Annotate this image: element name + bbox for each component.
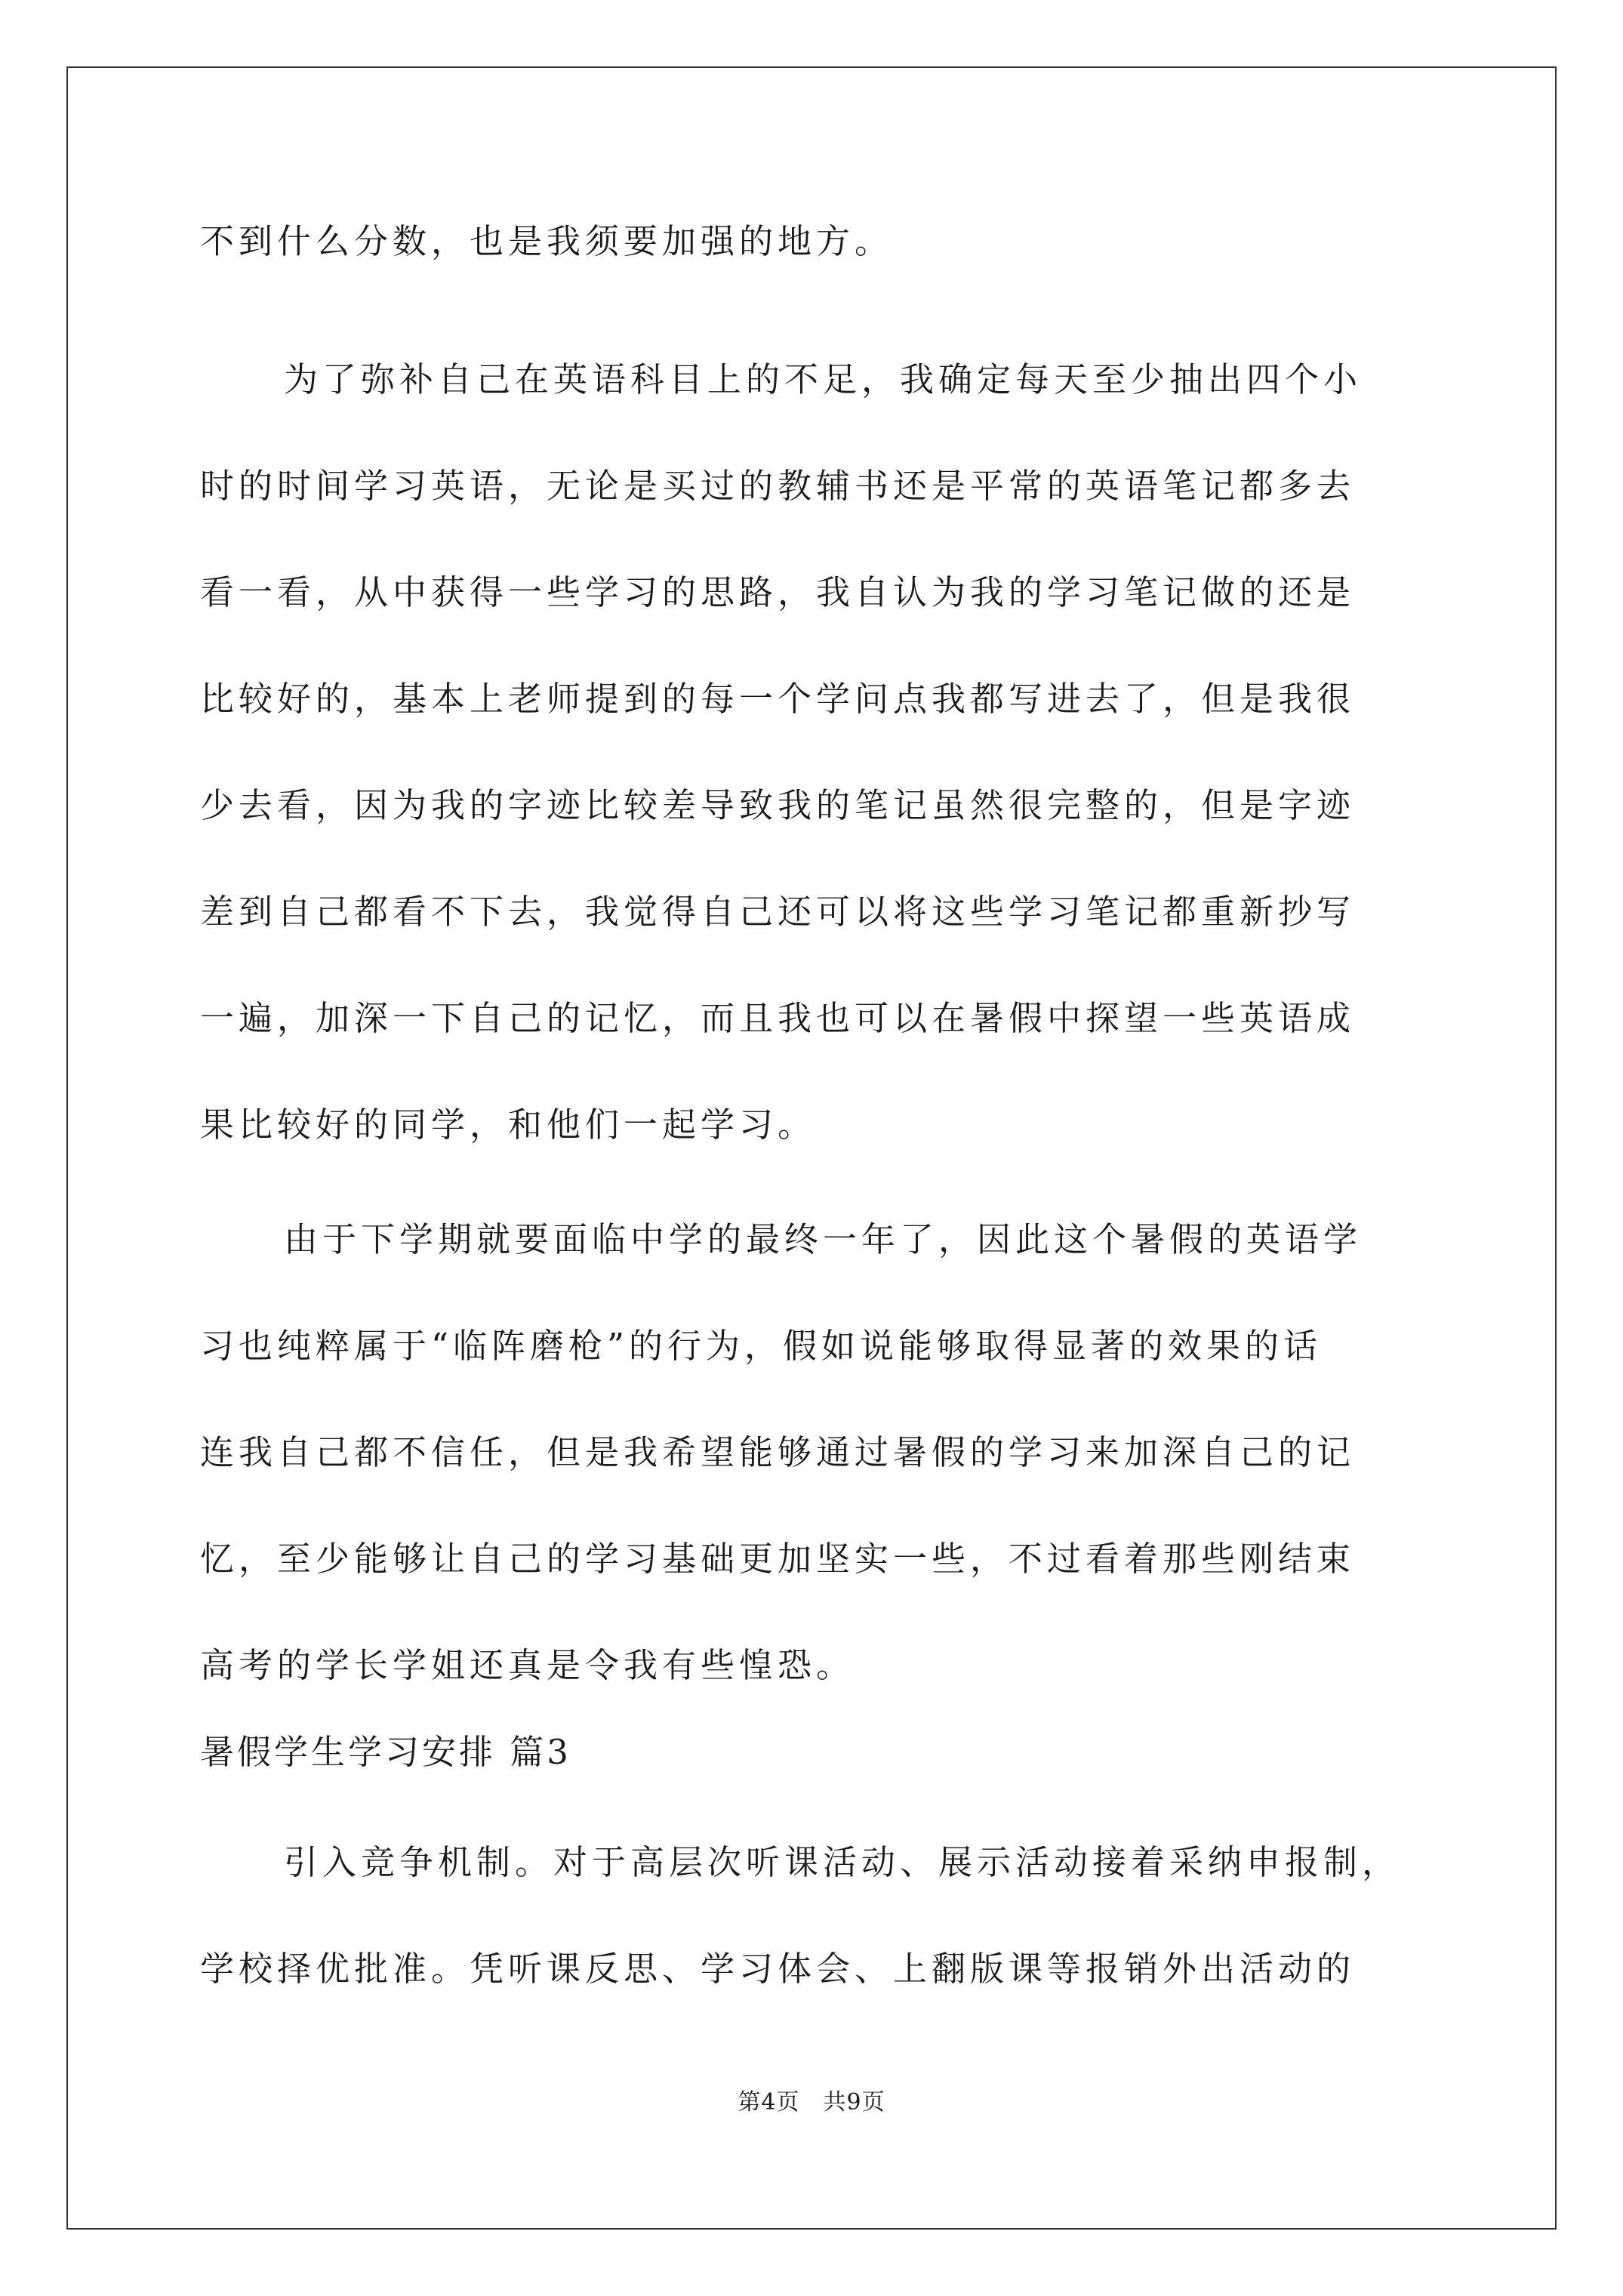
text-line: 高考的学长学姐还真是令我有些惶恐。: [200, 1645, 855, 1685]
text-line: 时的时间学习英语，无论是买过的教辅书还是平常的英语笔记都多去: [200, 466, 1356, 506]
text-line: 比较好的，基本上老师提到的每一个学问点我都写进去了，但是我很: [200, 679, 1356, 719]
text-line: 忆，至少能够让自己的学习基础更加坚实一些，不过看着那些刚结束: [200, 1539, 1356, 1579]
text-line: 一遍，加深一下自己的记忆，而且我也可以在暑假中探望一些英语成: [200, 998, 1356, 1038]
text-line: 引入竞争机制。对于高层次听课活动、展示活动接着采纳申报制，: [284, 1842, 1401, 1882]
text-line: 果比较好的同学，和他们一起学习。: [200, 1105, 817, 1145]
text-line: 连我自己都不信任，但是我希望能够通过暑假的学习来加深自己的记: [200, 1432, 1356, 1472]
text-line: 看一看，从中获得一些学习的思路，我自认为我的学习笔记做的还是: [200, 572, 1356, 612]
page-number-footer: 第4页 共9页: [738, 2089, 885, 2116]
text-line: 少去看，因为我的字迹比较差导致我的笔记虽然很完整的，但是字迹: [200, 785, 1356, 825]
text-line: 为了弥补自己在英语科目上的不足，我确定每天至少抽出四个小: [284, 359, 1363, 399]
text-line: 不到什么分数，也是我须要加强的地方。: [200, 221, 894, 261]
text-line: 习也纯粹属于“临阵磨枪”的行为，假如说能够取得显著的效果的话: [200, 1326, 1323, 1366]
text-line: 差到自己都看不下去，我觉得自己还可以将这些学习笔记都重新抄写: [200, 892, 1356, 932]
section-heading: 暑假学生学习安排 篇3: [200, 1732, 571, 1772]
text-line: 由于下学期就要面临中学的最终一年了，因此这个暑假的英语学: [284, 1219, 1363, 1259]
text-line: 学校择优批准。凭听课反思、学习体会、上翻版课等报销外出活动的: [200, 1949, 1356, 1989]
